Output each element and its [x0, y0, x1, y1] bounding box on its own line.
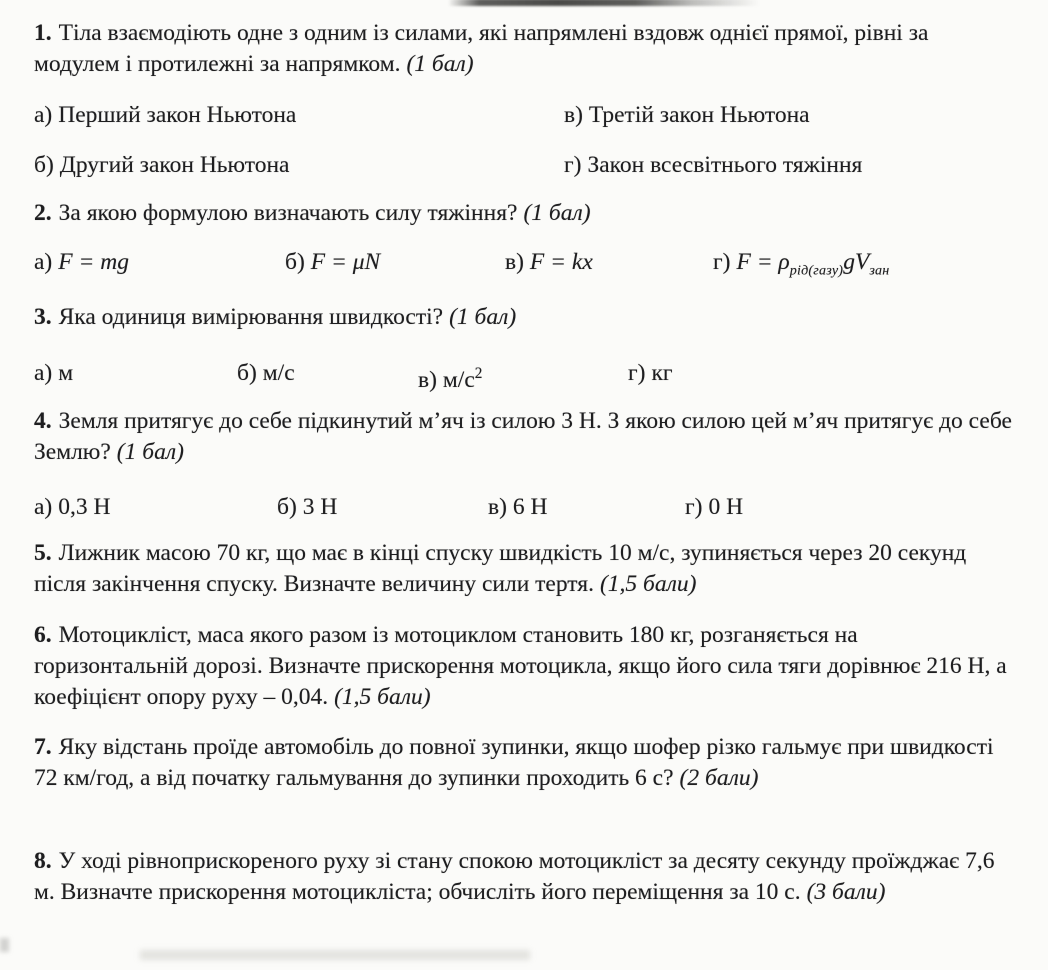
option-text: 6 Н	[512, 494, 548, 520]
option-label: а)	[34, 249, 53, 275]
option-b	[237, 358, 418, 396]
option-v	[418, 358, 628, 396]
question-6	[34, 620, 1012, 713]
question-text: Лижник масою 70 кг, що має в кінці спуску швидкість 10 м/с, зупиняється через 20 секунд після закінчення спуску. Визначте величину сили тертя.	[34, 540, 967, 597]
option-label: г)	[685, 494, 703, 520]
points-label: (1 бал)	[523, 200, 591, 226]
option-g	[564, 150, 1024, 181]
option-a	[34, 100, 564, 131]
option-label: в)	[418, 366, 437, 393]
option-formula: F = μN	[310, 249, 381, 275]
question-3-options	[34, 358, 1024, 396]
points-label: (1 бал)	[406, 51, 474, 77]
option-text: $м/с^2$	[442, 365, 483, 393]
option-label: б)	[277, 494, 297, 520]
points-label: (3 бали)	[806, 879, 886, 905]
option-text: Перший закон Ньютона	[58, 102, 297, 128]
option-g	[685, 492, 1024, 523]
option-label: б)	[237, 360, 257, 386]
option-label: в)	[488, 494, 507, 520]
option-a	[34, 358, 237, 396]
question-number: 7.	[34, 734, 52, 760]
question-4-options	[34, 492, 1024, 523]
points-label: (1,5 бали)	[334, 684, 431, 710]
option-formula: $F = \rho_{рід(газу)}gV_{зан}$	[736, 249, 890, 279]
question-number: 6.	[34, 622, 52, 648]
question-number: 4.	[34, 408, 52, 434]
option-label: а)	[34, 494, 53, 520]
question-2-options	[34, 247, 1024, 287]
question-text: У ході рівноприскореного руху зі стану спокою мотоцикліст за десяту секунду проїжджає 7,6 м. Визначте прискорення мотоцикліста; обчисліть його переміщення за 10 с.	[34, 848, 995, 905]
question-number: 1.	[34, 20, 52, 46]
question-1-options	[34, 100, 1024, 181]
option-label: а)	[34, 102, 53, 128]
option-v	[505, 247, 713, 287]
option-text: Третій закон Ньютона	[588, 102, 810, 128]
option-label: в)	[564, 102, 583, 128]
option-text: кг	[651, 360, 673, 386]
question-8	[34, 846, 1012, 908]
question-1	[34, 18, 1012, 80]
option-a	[34, 492, 277, 523]
option-formula: F = kx	[529, 249, 593, 275]
option-b	[285, 247, 505, 287]
option-text: м/с	[262, 360, 295, 386]
points-label: (2 бали)	[679, 765, 759, 791]
option-label: в)	[505, 249, 524, 275]
points-label: (1 бал)	[449, 304, 517, 330]
question-number: 3.	[34, 304, 52, 330]
question-number: 2.	[34, 200, 52, 226]
question-text: Яка одиниця вимірювання швидкості?	[58, 304, 444, 330]
option-label: б)	[285, 249, 305, 275]
question-text: Мотоцикліст, маса якого разом із мотоциклом становить 180 кг, розганяється на горизонтальній дорозі. Визначте прискорення мотоцикла, якщо його сила тяги дорівнює 216 Н, а коефіцієнт опору руху – 0,04.	[34, 622, 1007, 710]
option-a	[34, 247, 285, 287]
option-text: 0,3 Н	[58, 494, 111, 520]
question-4	[34, 406, 1012, 468]
question-3	[34, 302, 1012, 333]
points-label: (1,5 бали)	[599, 571, 697, 597]
question-text: Земля притягує до себе підкинутий м’яч із силою 3 Н. З якою силою цей м’яч притягує до себе Землю?	[34, 408, 1012, 465]
option-g	[628, 358, 1024, 396]
option-label: г)	[564, 152, 582, 178]
cropped-title-artifact	[448, 0, 760, 6]
option-label: г)	[713, 249, 731, 275]
scan-artifact	[0, 938, 9, 952]
scan-artifact	[140, 950, 530, 960]
option-text: Закон всесвітнього тяжіння	[587, 152, 863, 178]
option-text: 3 Н	[302, 494, 338, 520]
question-number: 8.	[34, 848, 52, 874]
option-text: 0 Н	[708, 494, 744, 520]
option-label: б)	[34, 152, 54, 178]
option-formula: F = mg	[58, 249, 129, 275]
option-label: г)	[628, 360, 646, 386]
question-text: Яку відстань проїде автомобіль до повної зупинки, якщо шофер різко гальмує при швидкості 72 км/год, а від початку гальмування до зупинки проходить 6 с?	[34, 734, 994, 791]
option-b	[34, 150, 564, 181]
option-b	[277, 492, 488, 523]
points-label: (1 бал)	[116, 439, 184, 465]
question-number: 5.	[34, 540, 52, 566]
option-text: Другий закон Ньютона	[59, 152, 290, 178]
option-g	[713, 247, 1024, 287]
option-v	[488, 492, 685, 523]
question-7	[34, 732, 1012, 794]
question-text: За якою формулою визначають силу тяжіння?	[58, 200, 518, 226]
question-5	[34, 538, 1012, 600]
option-v	[564, 100, 1024, 131]
question-text: Тіла взаємодіють одне з одним із силами, які напрямлені вздовж однієї прямої, рівні за модулем і протилежні за напрямком.	[34, 20, 929, 77]
option-text: м	[58, 360, 74, 386]
option-label: а)	[34, 360, 53, 386]
question-2	[34, 198, 1012, 229]
